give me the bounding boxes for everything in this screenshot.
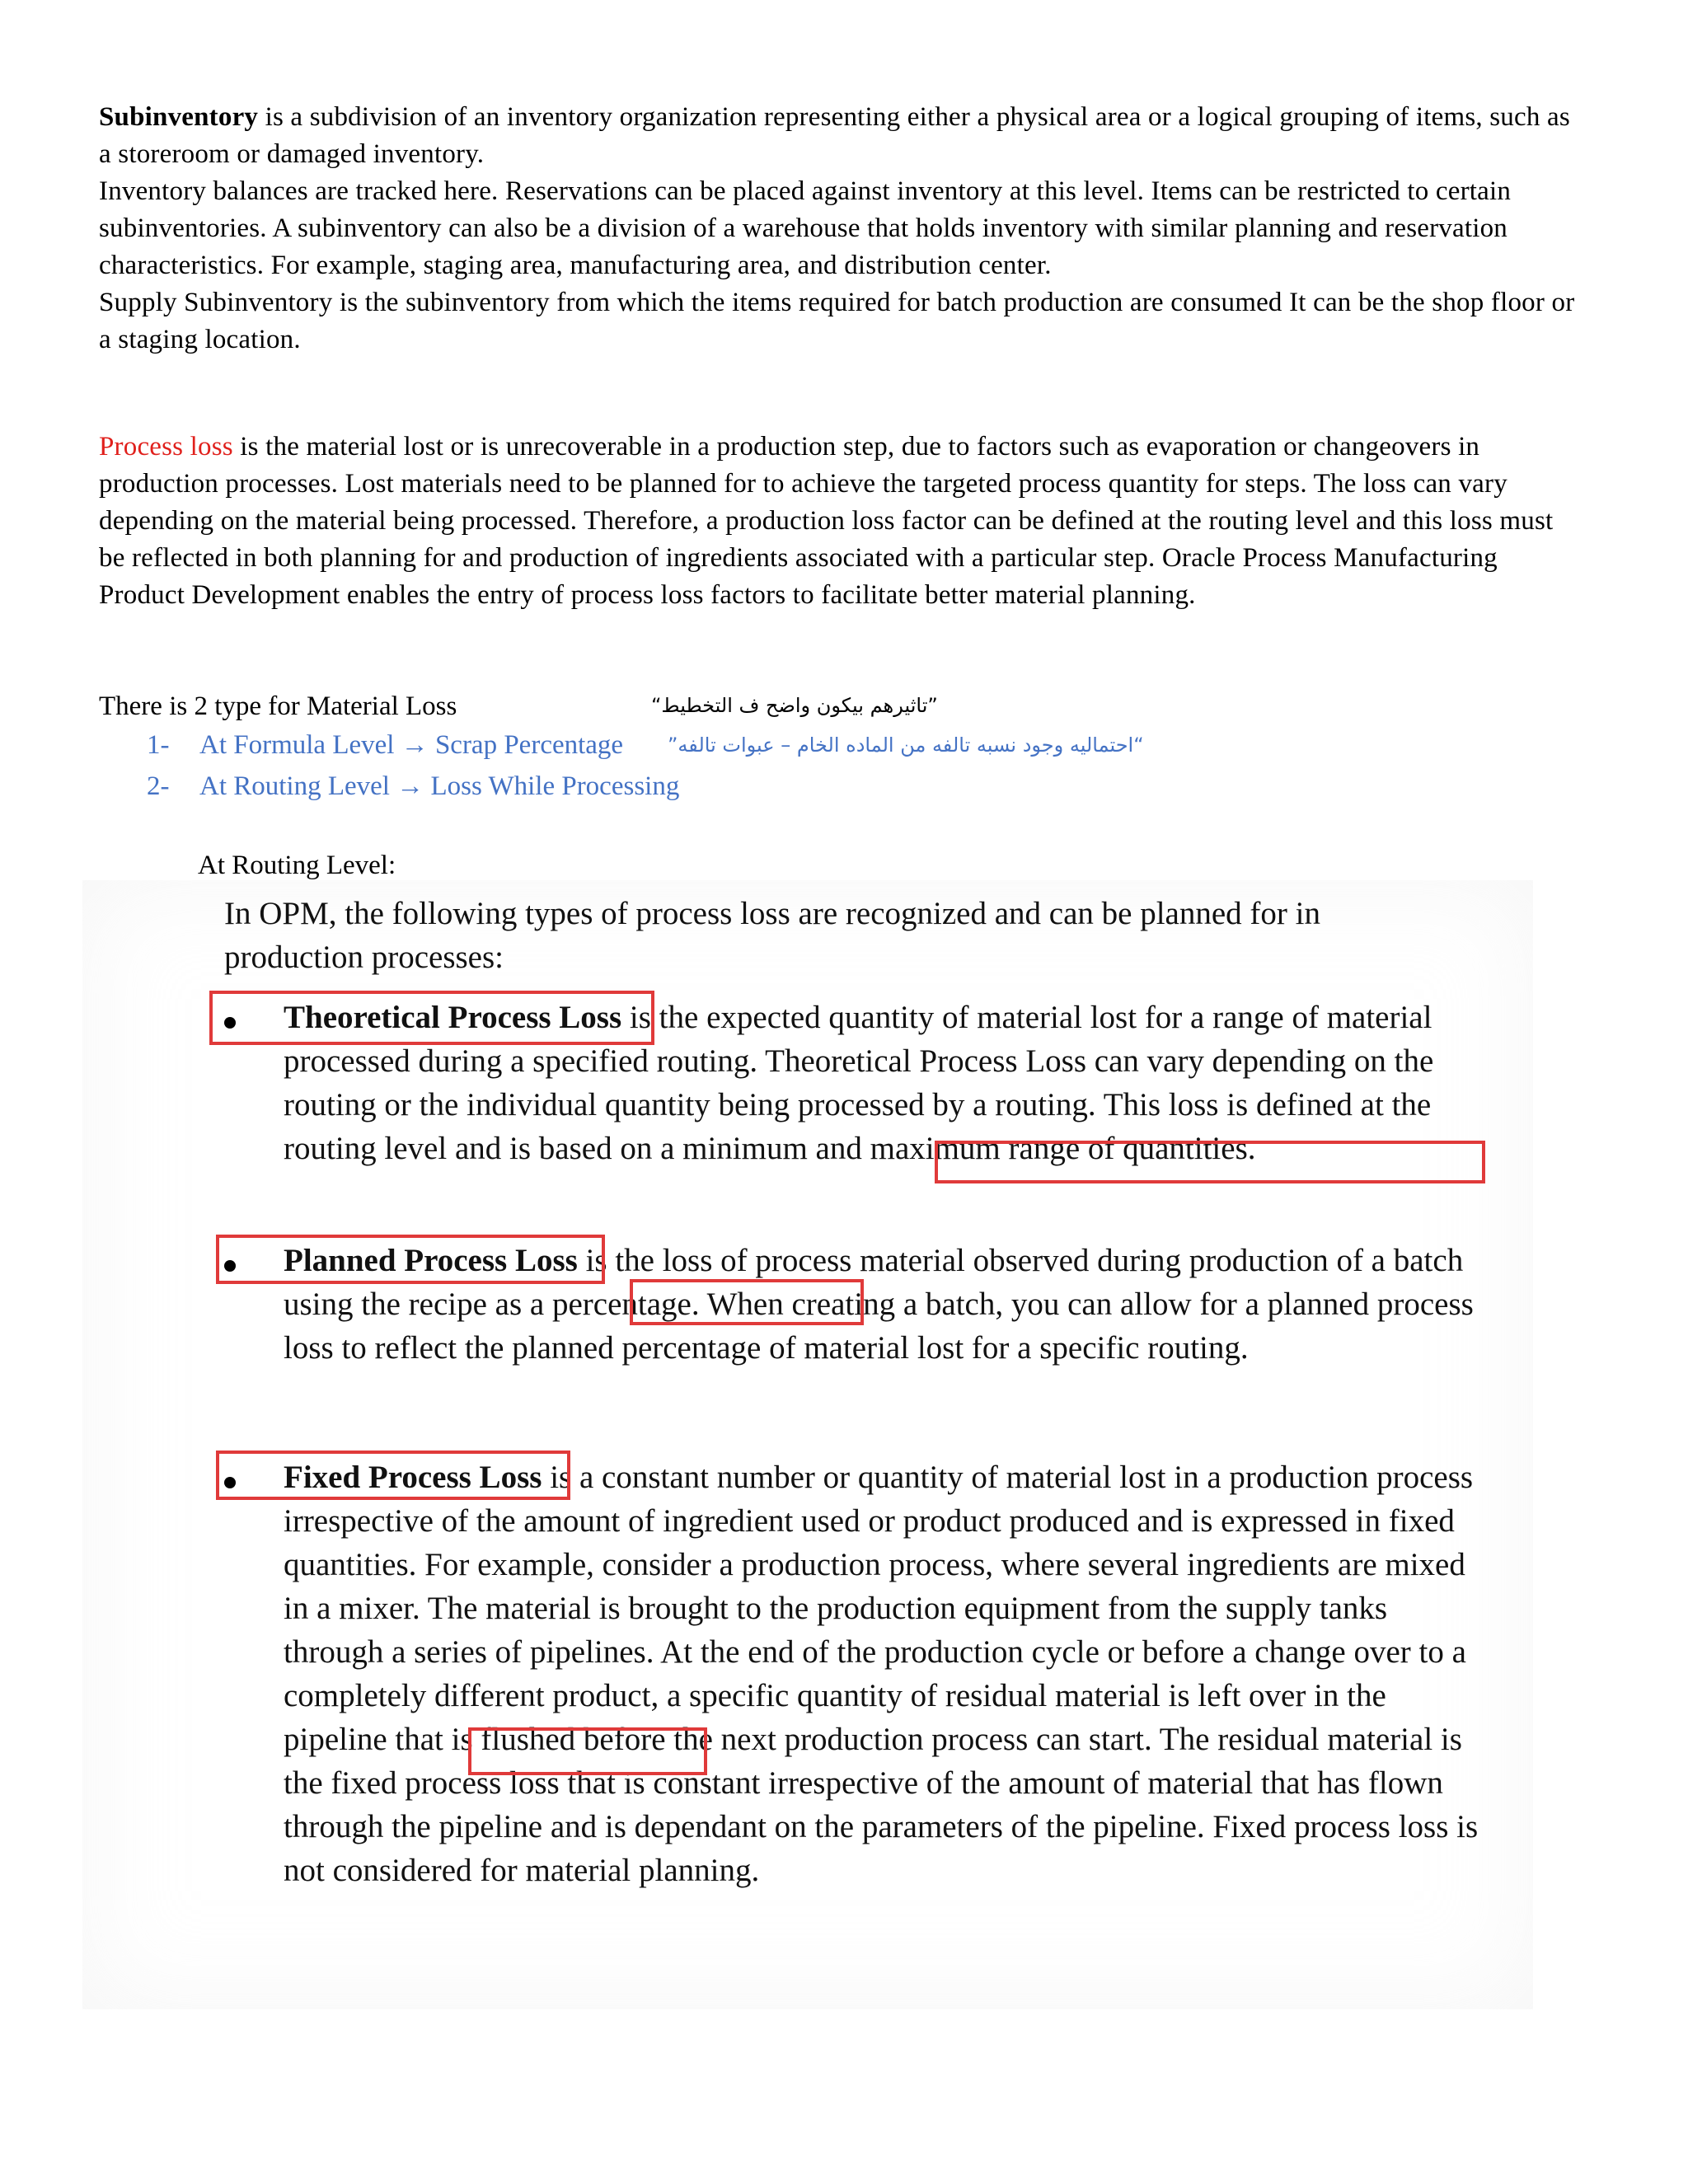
subinventory-paragraph xyxy=(99,99,1582,359)
bullet-term: Fixed Process Loss xyxy=(284,1460,542,1495)
embedded-excerpt-image xyxy=(82,880,1533,2009)
subinventory-term: Subinventory xyxy=(99,102,259,132)
highlight-box-planned xyxy=(216,1235,605,1284)
highlight-box-percentage xyxy=(630,1279,864,1325)
list-number: 2- xyxy=(147,771,170,801)
subinventory-text: is a subdivision of an inventory organization representing either a physical area or a logical grouping of items, such as a storeroom or damaged inventory. xyxy=(99,102,1570,169)
list-item-routing-level xyxy=(147,768,679,805)
list-text: At Formula Level → Scrap Percentage xyxy=(199,730,624,760)
bullet-body: is the loss of process material observed during production of a batch using the recipe as a percentage. When creating a batch, you can allow for a planned process loss to reflect the planned percentage of material lost for a specific routing. xyxy=(284,1243,1474,1366)
arabic-note: ”تاثيرهم بيكون واضح ف التخطيط“ xyxy=(651,694,938,717)
process-loss-term: Process loss xyxy=(99,432,233,462)
bullet-text xyxy=(284,1455,1495,1892)
bullet-term: Theoretical Process Loss xyxy=(284,1000,622,1035)
bullet-body: is the expected quantity of material lost for a range of material processed during a specified routing. Theoretical Process Loss can vary depending on the routing or the individual quantity being processed by a routing. This loss is defined at the routing level and is based on a minimum and maximum range of quantities. xyxy=(284,1000,1434,1166)
highlight-box-fixed-quantities xyxy=(468,1727,707,1775)
bullet-body: is a constant number or quantity of material lost in a production process irrespective of the amount of ingredient used or product produced and is expressed in fixed quantities. For example, consider a production process, where several ingredients are mixed in a mixer. The material is brought to the production equipment from the supply tanks through a series of pipelines. At the end of the production cycle or before a change over to a completely different product, a specific quantity of residual material is left over in the pipeline that is flushed before the next production process can start. The residual material is the fixed process loss that is constant irrespective of the amount of material that has flown through the pipeline and is dependant on the parameters of the pipeline. Fixed process loss is not considered for material planning. xyxy=(284,1460,1479,1888)
list-text: At Routing Level → Loss While Processing xyxy=(199,771,680,801)
process-loss-text: is the material lost or is unrecoverable in a production step, due to factors such as evaporation or changeovers in production processes. Lost materials need to be planned for to achieve the targeted process quantity for steps. The loss can vary depending on the material being processed. Therefore, a production loss factor can be defined at the routing level and this loss must be reflected in both planning for and production of ingredients associated with a particular step. Oracle Process Manufacturing Product Development enables the entry of process loss factors to facilitate better material planning. xyxy=(99,432,1554,610)
routing-level-heading: At Routing Level: xyxy=(198,851,396,880)
highlight-box-theoretical xyxy=(209,991,654,1045)
bullet-term: Planned Process Loss xyxy=(284,1243,578,1278)
list-item-formula-level xyxy=(147,727,623,764)
loss-types-intro: There is 2 type for Material Loss xyxy=(99,691,457,721)
highlight-box-min-max xyxy=(935,1141,1485,1183)
subinventory-definition xyxy=(99,99,1582,173)
supply-subinventory-text: Supply Subinventory is the subinventory from which the items required for batch production are consumed It can be the shop floor or a staging location. xyxy=(99,288,1575,354)
opm-intro-text: In OPM, the following types of process loss are recognized and can be planned for in production processes: xyxy=(224,896,1320,975)
arabic-scrap-note: “احتماليه وجود نسبه تالفه من الماده الخام – عبوات تالفه” xyxy=(668,733,1144,757)
process-loss-paragraph xyxy=(99,429,1582,614)
list-number: 1- xyxy=(147,730,170,760)
highlight-box-fixed xyxy=(216,1451,570,1500)
inventory-balances-text: Inventory balances are tracked here. Reservations can be placed against inventory at this level. Items can be restricted to certain subinventories. A subinventory can also be a division of a warehouse that holds inventory with similar planning and reservation characteristics. For example, staging area, manufacturing area, and distribution center. xyxy=(99,176,1512,280)
